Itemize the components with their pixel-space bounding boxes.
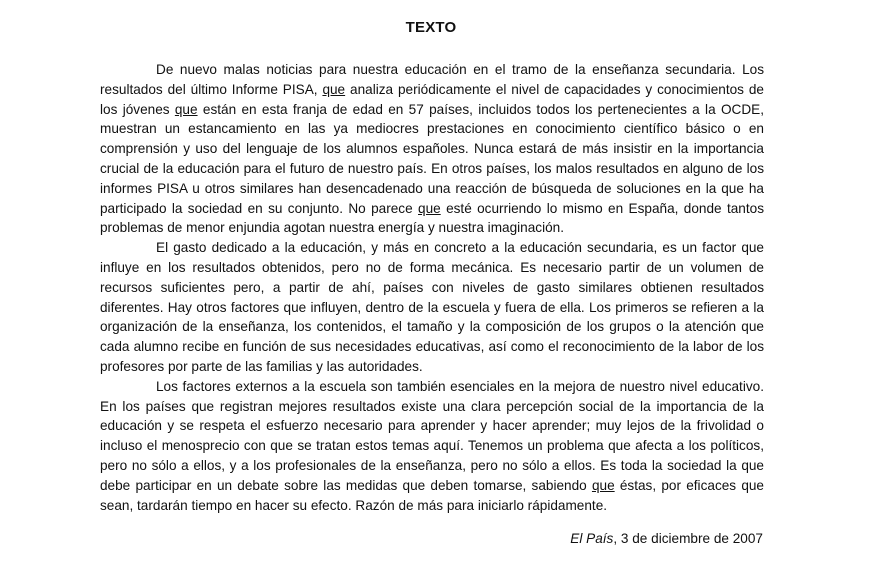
paragraph-2 (100, 238, 764, 377)
underlined-word: que (322, 81, 346, 97)
paragraph-text: esté ocurriendo lo mismo en España, donde tantos problemas de menor enjundia agotan nuestra energía y nuestra imaginación. (100, 200, 764, 236)
underlined-word: que (591, 477, 615, 493)
source-date: , 3 de diciembre de 2007 (613, 531, 763, 546)
paragraph-text: éstas, por eficaces que sean, tardarán tiempo en hacer su efecto. Razón de más para iniciarlo rápidamente. (100, 477, 764, 513)
underlined-word: que (418, 200, 441, 216)
source-citation (570, 531, 763, 546)
underlined-word: que (174, 101, 198, 117)
paragraph-1 (100, 60, 764, 238)
source-publication: El País (570, 531, 614, 546)
document-title: TEXTO (405, 19, 457, 36)
article-body (100, 60, 764, 515)
paragraph-text: están en esta franja de edad en 57 países, incluidos todos los pertenecientes a la OCDE, muestran un estancamiento en las ya mediocres prestaciones en conocimiento científico básico o en comprensión y uso del lenguaje de los alumnos españoles. Nunca estará de más insistir en la importancia crucial de la educación para el futuro de nuestro país. En otros países, los malos resultados en alguno de los informes PISA u otros similares han desencadenado una reacción de búsqueda de soluciones en la que ha participado la sociedad en su conjunto. No parece (100, 101, 764, 216)
paragraph-text: El gasto dedicado a la educación, y más en concreto a la educación secundaria, es un factor que influye en los resultados obtenidos, pero no de forma mecánica. Es necesario partir de un volumen de recursos suficientes pero, a partir de ahí, países con niveles de gasto similares obtienen resultados diferentes. Hay otros factores que influyen, dentro de la escuela y fuera de ella. Los primeros se refieren a la organización de la enseñanza, los contenidos, el tamaño y la composición de los grupos o la atención que cada alumno recibe en función de sus necesidades educativas, así como el reconocimiento de la labor de los profesores por parte de las familias y las autoridades. (100, 240, 764, 374)
paragraph-text: Los factores externos a la escuela son también esenciales en la mejora de nuestro nivel educativo. En los países que registran mejores resultados existe una clara percepción social de la importancia de la educación y se respeta el esfuerzo necesario para aprender y hacer aprender; muy lejos de la frivolidad o incluso el menosprecio con que se tratan estos temas aquí. Tenemos un problema que afecta a los políticos, pero no sólo a ellos, y a los profesionales de la enseñanza, pero no sólo a ellos. Es toda la sociedad la que debe participar en un debate sobre las medidas que deben tomarse, sabiendo (100, 378, 764, 493)
paragraph-3 (100, 377, 764, 516)
paragraph-text: analiza periódicamente el nivel de capacidades y conocimientos de los jóvenes (100, 81, 764, 117)
paragraph-text: De nuevo malas noticias para nuestra educación en el tramo de la enseñanza secundaria. Los resultados del último Informe PISA, (100, 62, 764, 97)
